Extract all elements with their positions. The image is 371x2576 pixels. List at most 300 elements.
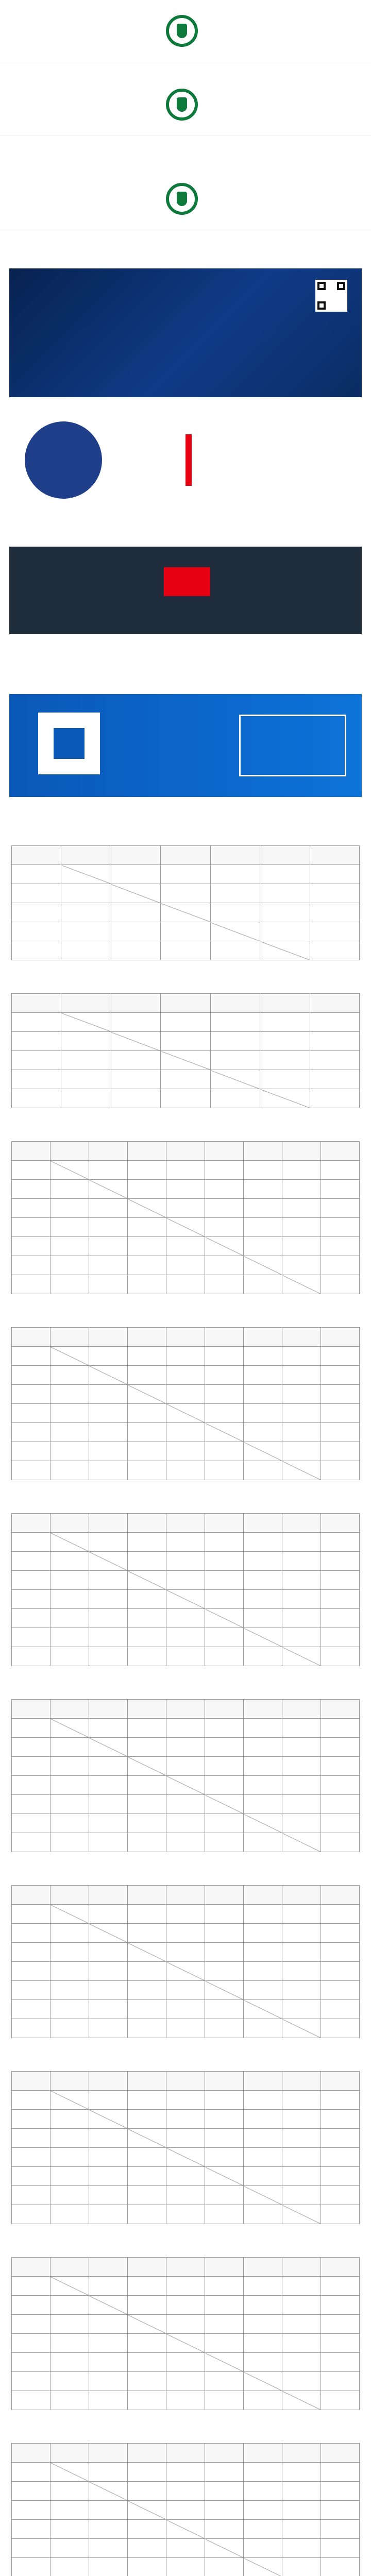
slogan-service xyxy=(0,230,371,262)
table-cell xyxy=(321,2315,360,2334)
table-cell xyxy=(50,1404,89,1423)
table-row xyxy=(12,2148,360,2167)
table-cell xyxy=(128,1180,166,1199)
table-cell xyxy=(89,2110,128,2129)
table-cell xyxy=(50,2315,89,2334)
group-f-table xyxy=(11,1699,360,1852)
table-cell xyxy=(128,1275,166,1294)
table-header-row xyxy=(12,2072,360,2091)
table-cell xyxy=(282,1981,321,2000)
table-header-cell xyxy=(210,846,260,865)
table-cell xyxy=(50,1924,89,1943)
table-cell xyxy=(89,1461,128,1480)
table-cell xyxy=(310,903,359,922)
table-header-cell xyxy=(166,2072,205,2091)
table-cell xyxy=(128,1738,166,1757)
table-row xyxy=(12,1738,360,1757)
table-cell xyxy=(128,1776,166,1795)
table-cell xyxy=(12,2110,50,2129)
table-header-row xyxy=(12,994,360,1013)
table-header-cell xyxy=(166,1328,205,1347)
table-header-cell xyxy=(244,2258,282,2277)
table-cell xyxy=(205,1609,244,1628)
table-header-cell xyxy=(321,1514,360,1533)
table-cell xyxy=(205,1738,244,1757)
table-cell xyxy=(166,2148,205,2167)
table-cell xyxy=(260,941,310,960)
table-cell xyxy=(12,1924,50,1943)
table-cell xyxy=(210,1089,260,1108)
table-header-row xyxy=(12,2444,360,2463)
table-cell xyxy=(166,1533,205,1552)
table-header-cell xyxy=(244,1142,282,1161)
gxjg-badge xyxy=(239,715,346,776)
table-cell xyxy=(244,2315,282,2334)
table-cell xyxy=(161,1070,210,1089)
table-cell xyxy=(166,1776,205,1795)
table-cell xyxy=(244,1757,282,1776)
table-cell xyxy=(12,1461,50,1480)
table-header-cell xyxy=(12,2258,50,2277)
table-cell xyxy=(205,2110,244,2129)
table-header-cell xyxy=(282,1514,321,1533)
table-cell xyxy=(128,2372,166,2391)
table-cell xyxy=(128,1218,166,1237)
table-cell xyxy=(128,2186,166,2205)
table-cell xyxy=(282,2558,321,2576)
table-cell xyxy=(12,1366,50,1385)
table-cell xyxy=(166,2353,205,2372)
table-cell xyxy=(12,2277,50,2296)
table-row xyxy=(12,1590,360,1609)
table-cell xyxy=(282,1442,321,1461)
table-cell xyxy=(166,2391,205,2410)
table-cell xyxy=(244,1814,282,1833)
table-cell xyxy=(89,1757,128,1776)
table-cell xyxy=(244,1442,282,1461)
slogan-anniversary xyxy=(0,136,371,168)
table-cell xyxy=(12,1943,50,1962)
table-header-cell xyxy=(321,2072,360,2091)
table-cell xyxy=(89,1366,128,1385)
table-row xyxy=(12,1032,360,1051)
table-cell xyxy=(50,1738,89,1757)
table-cell xyxy=(12,1738,50,1757)
table-cell xyxy=(50,1366,89,1385)
table-cell xyxy=(89,1256,128,1275)
table-header-cell xyxy=(282,2258,321,2277)
table-cell xyxy=(205,1571,244,1590)
table-cell xyxy=(282,2463,321,2482)
table-cell xyxy=(282,1609,321,1628)
table-cell xyxy=(89,1385,128,1404)
table-cell xyxy=(89,1776,128,1795)
table-header-row xyxy=(12,846,360,865)
table-row xyxy=(12,1089,360,1108)
table-cell xyxy=(12,2334,50,2353)
table-cell xyxy=(50,1647,89,1666)
group-c-title xyxy=(11,1129,360,1138)
table-cell xyxy=(89,1943,128,1962)
table-cell xyxy=(244,1962,282,1981)
table-header-cell xyxy=(205,1328,244,1347)
table-cell xyxy=(205,2482,244,2501)
table-cell xyxy=(128,1757,166,1776)
table-cell xyxy=(128,2391,166,2410)
table-cell xyxy=(321,1199,360,1218)
table-cell xyxy=(321,2110,360,2129)
table-cell xyxy=(12,1032,61,1051)
table-cell xyxy=(205,1461,244,1480)
table-cell xyxy=(321,1776,360,1795)
table-cell xyxy=(128,1833,166,1852)
table-header-cell xyxy=(89,2258,128,2277)
group-d-table xyxy=(11,1327,360,1480)
table-cell xyxy=(128,1962,166,1981)
table-cell xyxy=(282,2296,321,2315)
table-header-cell xyxy=(282,1328,321,1347)
table-cell xyxy=(244,2463,282,2482)
table-cell xyxy=(205,2091,244,2110)
table-row xyxy=(12,1404,360,1423)
table-cell xyxy=(321,1943,360,1962)
table-row xyxy=(12,1013,360,1032)
table-cell xyxy=(89,1404,128,1423)
table-header-cell xyxy=(50,2444,89,2463)
table-header-cell xyxy=(321,2444,360,2463)
table-cell xyxy=(166,1719,205,1738)
table-header-cell xyxy=(321,1328,360,1347)
table-cell xyxy=(166,2110,205,2129)
table-cell xyxy=(12,2167,50,2186)
table-row xyxy=(12,2391,360,2410)
table-cell xyxy=(89,2277,128,2296)
table-row xyxy=(12,1070,360,1089)
table-header-cell xyxy=(50,2258,89,2277)
table-cell xyxy=(210,1051,260,1070)
table-cell xyxy=(12,1757,50,1776)
table-header-cell xyxy=(50,1514,89,1533)
table-header-cell xyxy=(128,2258,166,2277)
table-cell xyxy=(310,1070,359,1089)
table-cell xyxy=(321,1814,360,1833)
table-header-cell xyxy=(282,2444,321,2463)
table-cell xyxy=(89,1962,128,1981)
table-cell xyxy=(282,2391,321,2410)
table-cell xyxy=(50,1461,89,1480)
table-cell xyxy=(61,903,111,922)
table-cell xyxy=(205,2501,244,2520)
table-cell xyxy=(50,2391,89,2410)
table-cell xyxy=(161,1013,210,1032)
table-cell xyxy=(282,1571,321,1590)
table-cell xyxy=(128,2277,166,2296)
table-cell xyxy=(12,1442,50,1461)
table-cell xyxy=(282,1199,321,1218)
table-cell xyxy=(50,1385,89,1404)
table-cell xyxy=(128,1461,166,1480)
table-cell xyxy=(128,2539,166,2558)
table-header-cell xyxy=(244,1328,282,1347)
table-cell xyxy=(50,1256,89,1275)
table-cell xyxy=(260,1051,310,1070)
table-cell xyxy=(282,1385,321,1404)
table-cell xyxy=(12,2129,50,2148)
table-cell xyxy=(61,922,111,941)
table-cell xyxy=(89,1442,128,1461)
group-e-title xyxy=(11,1501,360,1510)
table-cell xyxy=(205,1757,244,1776)
table-cell xyxy=(128,1814,166,1833)
table-cell xyxy=(244,2019,282,2038)
table-cell xyxy=(89,2186,128,2205)
table-row xyxy=(12,1795,360,1814)
table-cell xyxy=(89,2205,128,2224)
table-cell xyxy=(89,2296,128,2315)
table-cell xyxy=(89,1552,128,1571)
table-cell xyxy=(282,2520,321,2539)
table-cell xyxy=(128,1256,166,1275)
table-cell xyxy=(205,1943,244,1962)
table-row xyxy=(12,1051,360,1070)
table-cell xyxy=(128,1795,166,1814)
table-cell xyxy=(321,2129,360,2148)
group-g-table xyxy=(11,1885,360,2038)
table-cell xyxy=(166,1237,205,1256)
table-cell xyxy=(111,865,160,884)
table-cell xyxy=(166,2372,205,2391)
table-cell xyxy=(205,2463,244,2482)
table-cell xyxy=(89,1218,128,1237)
table-row xyxy=(12,2315,360,2334)
table-cell xyxy=(321,1347,360,1366)
table-cell xyxy=(244,1590,282,1609)
bank-logo-icon xyxy=(166,15,198,47)
table-cell xyxy=(205,2186,244,2205)
table-cell xyxy=(205,1628,244,1647)
table-cell xyxy=(161,1089,210,1108)
table-row xyxy=(12,1533,360,1552)
table-cell xyxy=(50,2501,89,2520)
table-cell xyxy=(244,2501,282,2520)
table-cell xyxy=(244,2391,282,2410)
table-cell xyxy=(205,1814,244,1833)
table-header-cell xyxy=(50,1142,89,1161)
sportswear-logo-icon xyxy=(185,434,346,486)
group-g-title xyxy=(11,1873,360,1882)
table-cell xyxy=(310,1013,359,1032)
table-cell xyxy=(282,2334,321,2353)
table-header-cell xyxy=(61,846,111,865)
table-cell xyxy=(244,2186,282,2205)
group-i-table xyxy=(11,2257,360,2410)
table-cell xyxy=(89,2463,128,2482)
table-cell xyxy=(61,1013,111,1032)
table-row xyxy=(12,2482,360,2501)
table-cell xyxy=(166,1590,205,1609)
table-cell xyxy=(12,922,61,941)
table-cell xyxy=(321,2391,360,2410)
table-cell xyxy=(205,2315,244,2334)
table-cell xyxy=(282,1590,321,1609)
table-cell xyxy=(210,884,260,903)
table-row xyxy=(12,2520,360,2539)
table-row xyxy=(12,1609,360,1628)
table-cell xyxy=(282,2110,321,2129)
table-cell xyxy=(111,941,160,960)
table-cell xyxy=(89,1719,128,1738)
table-cell xyxy=(12,1590,50,1609)
table-cell xyxy=(89,1905,128,1924)
table-cell xyxy=(260,865,310,884)
table-cell xyxy=(50,2129,89,2148)
table-cell xyxy=(321,1962,360,1981)
table-cell xyxy=(12,1552,50,1571)
table-cell xyxy=(205,1981,244,2000)
table-cell xyxy=(12,1423,50,1442)
table-header-cell xyxy=(166,1886,205,1905)
table-cell xyxy=(282,2019,321,2038)
table-cell xyxy=(321,2372,360,2391)
table-header-cell xyxy=(282,1886,321,1905)
table-cell xyxy=(61,941,111,960)
table-cell xyxy=(244,1347,282,1366)
table-cell xyxy=(205,1237,244,1256)
table-cell xyxy=(89,1738,128,1757)
table-cell xyxy=(128,2148,166,2167)
table-row xyxy=(12,1552,360,1571)
table-header-cell xyxy=(321,2258,360,2277)
table-cell xyxy=(12,2463,50,2482)
table-cell xyxy=(205,2205,244,2224)
table-cell xyxy=(50,2167,89,2186)
table-row xyxy=(12,1981,360,2000)
table-cell xyxy=(282,1814,321,1833)
group-e-label xyxy=(11,1488,360,1498)
table-cell xyxy=(244,2129,282,2148)
table-cell xyxy=(282,1943,321,1962)
table-cell xyxy=(282,1256,321,1275)
table-cell xyxy=(12,1051,61,1070)
table-row xyxy=(12,1924,360,1943)
table-cell xyxy=(111,1032,160,1051)
table-cell xyxy=(12,2501,50,2520)
table-cell xyxy=(260,903,310,922)
group-c-label xyxy=(11,1116,360,1126)
table-cell xyxy=(282,2148,321,2167)
table-header-cell xyxy=(166,1700,205,1719)
table-header-row xyxy=(12,1328,360,1347)
table-row xyxy=(12,1161,360,1180)
table-header-cell xyxy=(111,846,160,865)
table-header-cell xyxy=(89,2444,128,2463)
table-cell xyxy=(282,1180,321,1199)
table-cell xyxy=(166,1366,205,1385)
table-cell xyxy=(50,2296,89,2315)
table-cell xyxy=(89,1533,128,1552)
table-cell xyxy=(12,903,61,922)
table-cell xyxy=(282,2000,321,2019)
table-cell xyxy=(310,1089,359,1108)
table-cell xyxy=(166,1924,205,1943)
table-cell xyxy=(282,1628,321,1647)
table-cell xyxy=(128,1199,166,1218)
table-cell xyxy=(244,1833,282,1852)
table-cell xyxy=(12,2520,50,2539)
table-cell xyxy=(161,865,210,884)
table-row xyxy=(12,1461,360,1480)
table-cell xyxy=(89,1833,128,1852)
table-cell xyxy=(166,1256,205,1275)
table-cell xyxy=(50,1161,89,1180)
table-cell xyxy=(166,2463,205,2482)
table-cell xyxy=(61,1070,111,1089)
table-cell xyxy=(128,2482,166,2501)
table-cell xyxy=(128,1905,166,1924)
table-cell xyxy=(321,1552,360,1571)
table-cell xyxy=(205,1719,244,1738)
table-cell xyxy=(282,1719,321,1738)
table-cell xyxy=(260,884,310,903)
table-row xyxy=(12,1275,360,1294)
table-cell xyxy=(12,1533,50,1552)
table-cell xyxy=(12,1089,61,1108)
table-cell xyxy=(166,1962,205,1981)
table-cell xyxy=(321,1609,360,1628)
table-cell xyxy=(321,2205,360,2224)
group-d-title xyxy=(11,1315,360,1324)
table-header-cell xyxy=(282,2072,321,2091)
table-cell xyxy=(50,2353,89,2372)
table-header-cell xyxy=(161,846,210,865)
table-cell xyxy=(128,1719,166,1738)
table-cell xyxy=(205,1366,244,1385)
group-b-label xyxy=(11,969,360,978)
table-header-cell xyxy=(12,2072,50,2091)
table-cell xyxy=(321,1461,360,1480)
table-header-cell xyxy=(61,994,111,1013)
table-cell xyxy=(12,1180,50,1199)
table-row xyxy=(12,2110,360,2129)
table-cell xyxy=(205,1423,244,1442)
table-cell xyxy=(12,1404,50,1423)
table-cell xyxy=(310,884,359,903)
table-header-cell xyxy=(50,2072,89,2091)
group-c-table xyxy=(11,1141,360,1294)
qr-code-icon xyxy=(315,280,347,312)
table-cell xyxy=(50,2019,89,2038)
table-cell xyxy=(244,1256,282,1275)
table-cell xyxy=(282,2186,321,2205)
table-row xyxy=(12,2167,360,2186)
table-cell xyxy=(205,2019,244,2038)
table-cell xyxy=(321,1256,360,1275)
table-cell xyxy=(50,2482,89,2501)
table-cell xyxy=(89,1814,128,1833)
table-cell xyxy=(89,2334,128,2353)
table-cell xyxy=(205,2296,244,2315)
table-cell xyxy=(89,1795,128,1814)
group-h-label xyxy=(11,2046,360,2056)
table-row xyxy=(12,1814,360,1833)
table-cell xyxy=(244,2372,282,2391)
table-header-cell xyxy=(12,846,61,865)
table-cell xyxy=(89,2482,128,2501)
table-cell xyxy=(205,1962,244,1981)
table-cell xyxy=(205,2129,244,2148)
table-cell xyxy=(50,1719,89,1738)
table-cell xyxy=(111,884,160,903)
